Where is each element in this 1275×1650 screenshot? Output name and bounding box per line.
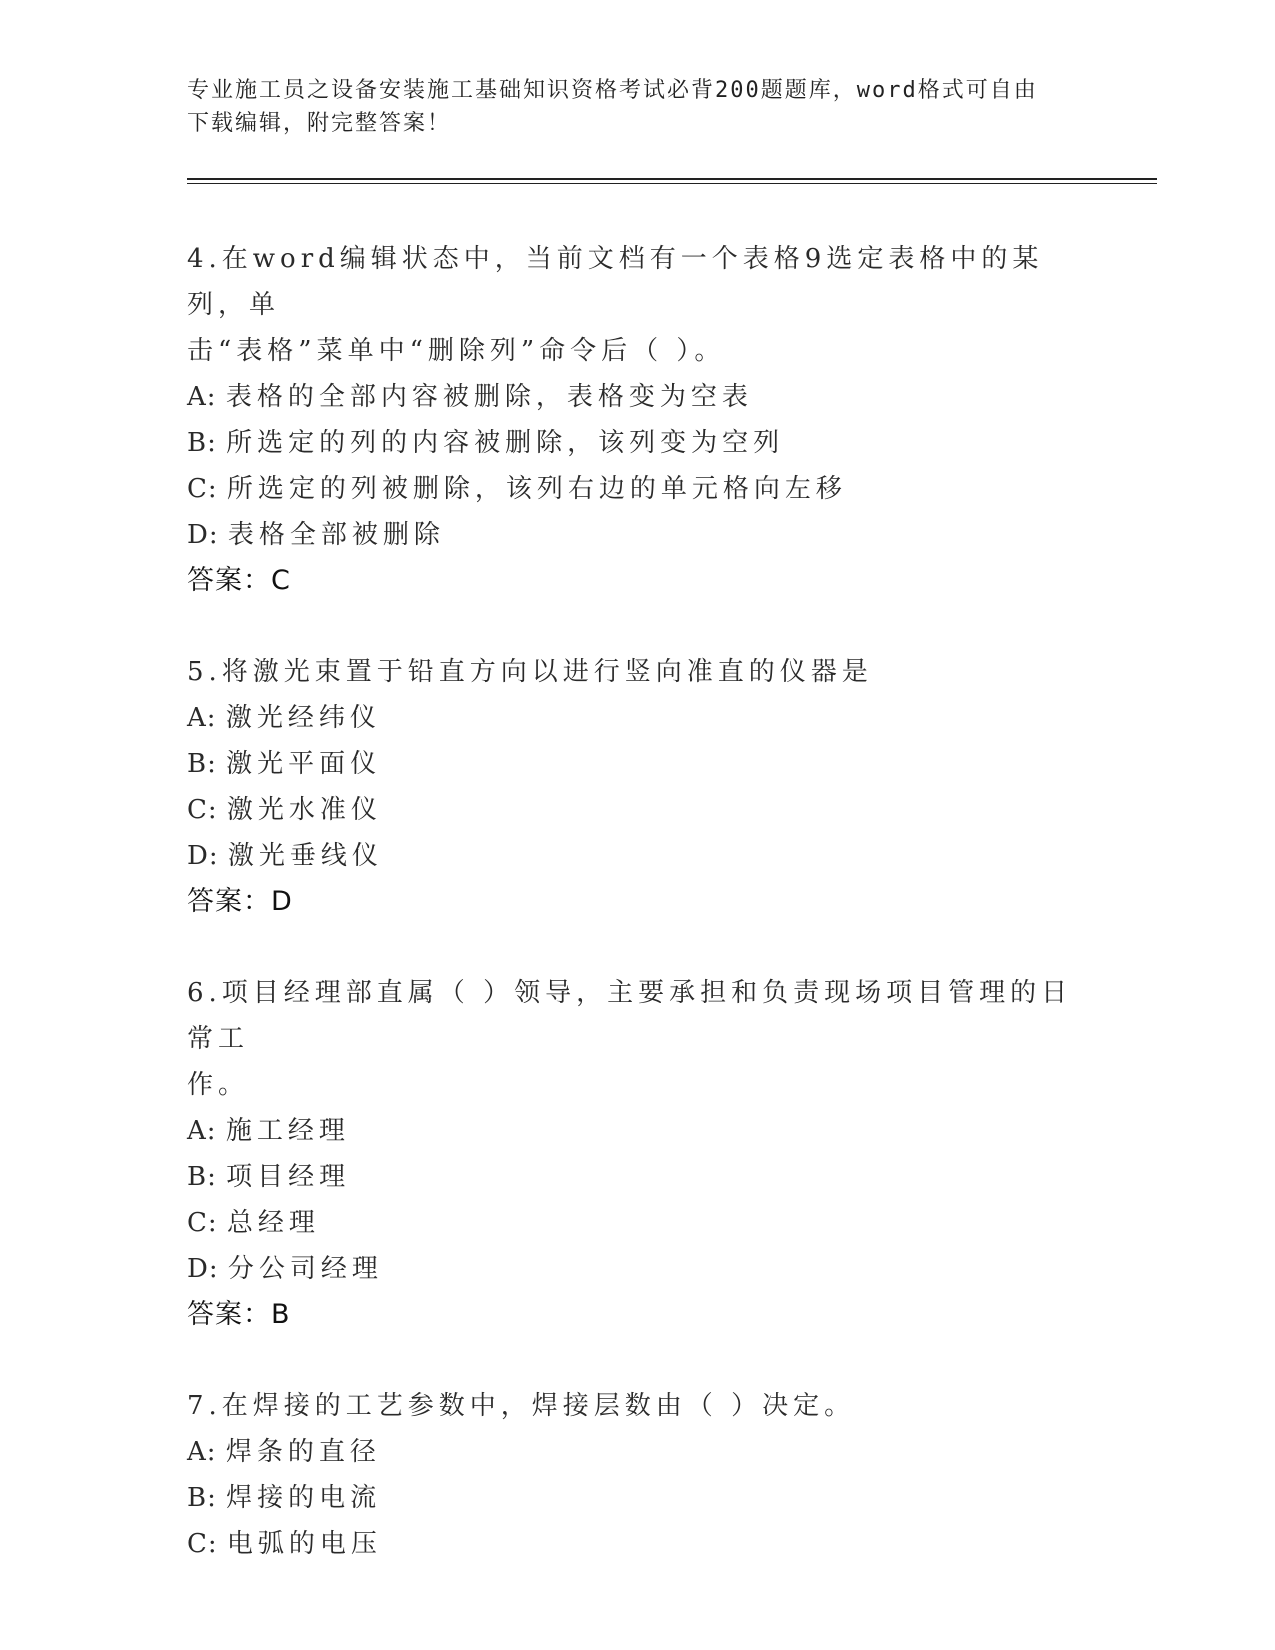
option-text: 项目经理 xyxy=(226,1162,351,1192)
option-text: 焊接的电流 xyxy=(226,1483,382,1513)
option-letter: D: xyxy=(187,841,228,871)
option-letter: D: xyxy=(187,1254,228,1284)
option-letter: D: xyxy=(187,520,228,550)
option-letter: A: xyxy=(187,1437,226,1467)
option-letter: B: xyxy=(187,1162,227,1192)
option-letter: B: xyxy=(187,428,227,458)
option-a xyxy=(187,695,1087,741)
option-letter: C: xyxy=(187,1208,227,1238)
question-text: 作。 xyxy=(187,1070,250,1100)
option-text: 电弧的电压 xyxy=(226,1529,382,1559)
option-d xyxy=(187,512,1087,558)
option-text: 表格的全部内容被删除，表格变为空表 xyxy=(225,382,753,412)
question-text: 4.在word编辑状态中，当前文档有一个表格9选定表格中的某列，单 xyxy=(187,244,1044,320)
question-block xyxy=(187,970,1087,1338)
header-line-1: 专业施工员之设备安装施工基础知识资格考试必背200题题库，word格式可自由 xyxy=(187,78,1038,103)
option-b xyxy=(187,420,1087,466)
header-rule-thick xyxy=(187,178,1157,180)
question-list xyxy=(187,236,1087,1612)
question-block xyxy=(187,649,1087,925)
option-letter: A: xyxy=(187,382,226,412)
option-text: 施工经理 xyxy=(225,1116,350,1146)
option-text: 分公司经理 xyxy=(227,1254,383,1284)
option-text: 激光垂线仪 xyxy=(227,841,383,871)
option-text: 激光经纬仪 xyxy=(225,703,381,733)
option-b xyxy=(187,741,1087,787)
header-rule-thin xyxy=(187,183,1157,184)
option-text: 激光平面仪 xyxy=(226,749,382,779)
option-letter: C: xyxy=(187,795,227,825)
option-text: 所选定的列被删除，该列右边的单元格向左移 xyxy=(226,474,847,504)
question-text: 7.在焊接的工艺参数中，焊接层数由（ ）决定。 xyxy=(187,1391,856,1421)
answer-line: 答案：C xyxy=(187,565,291,596)
option-c xyxy=(187,787,1087,833)
option-text: 表格全部被删除 xyxy=(227,520,445,550)
option-text: 焊条的直径 xyxy=(225,1437,381,1467)
option-letter: B: xyxy=(187,1483,227,1513)
option-text: 激光水准仪 xyxy=(226,795,382,825)
option-d xyxy=(187,833,1087,879)
option-text: 总经理 xyxy=(226,1208,320,1238)
answer-line: 答案：D xyxy=(187,886,293,917)
option-c xyxy=(187,466,1087,512)
option-b xyxy=(187,1475,1087,1521)
option-c xyxy=(187,1521,1087,1567)
option-c xyxy=(187,1200,1087,1246)
question-block xyxy=(187,236,1087,604)
option-a xyxy=(187,1429,1087,1475)
question-block xyxy=(187,1383,1087,1567)
document-header xyxy=(187,74,1087,140)
option-letter: A: xyxy=(187,1116,226,1146)
option-d xyxy=(187,1246,1087,1292)
question-text: 5.将激光束置于铅直方向以进行竖向准直的仪器是 xyxy=(187,657,873,687)
option-b xyxy=(187,1154,1087,1200)
question-text: 击“表格”菜单中“删除列”命令后（ ）。 xyxy=(187,336,726,366)
option-letter: A: xyxy=(187,703,226,733)
option-letter: C: xyxy=(187,1529,227,1559)
question-text: 6.项目经理部直属（ ）领导，主要承担和负责现场项目管理的日常工 xyxy=(187,978,1073,1054)
option-text: 所选定的列的内容被删除，该列变为空列 xyxy=(226,428,785,458)
option-letter: C: xyxy=(187,474,227,504)
option-a xyxy=(187,1108,1087,1154)
option-a xyxy=(187,374,1087,420)
option-letter: B: xyxy=(187,749,227,779)
answer-line: 答案：B xyxy=(187,1299,291,1330)
header-line-2: 下载编辑，附完整答案！ xyxy=(187,111,452,136)
